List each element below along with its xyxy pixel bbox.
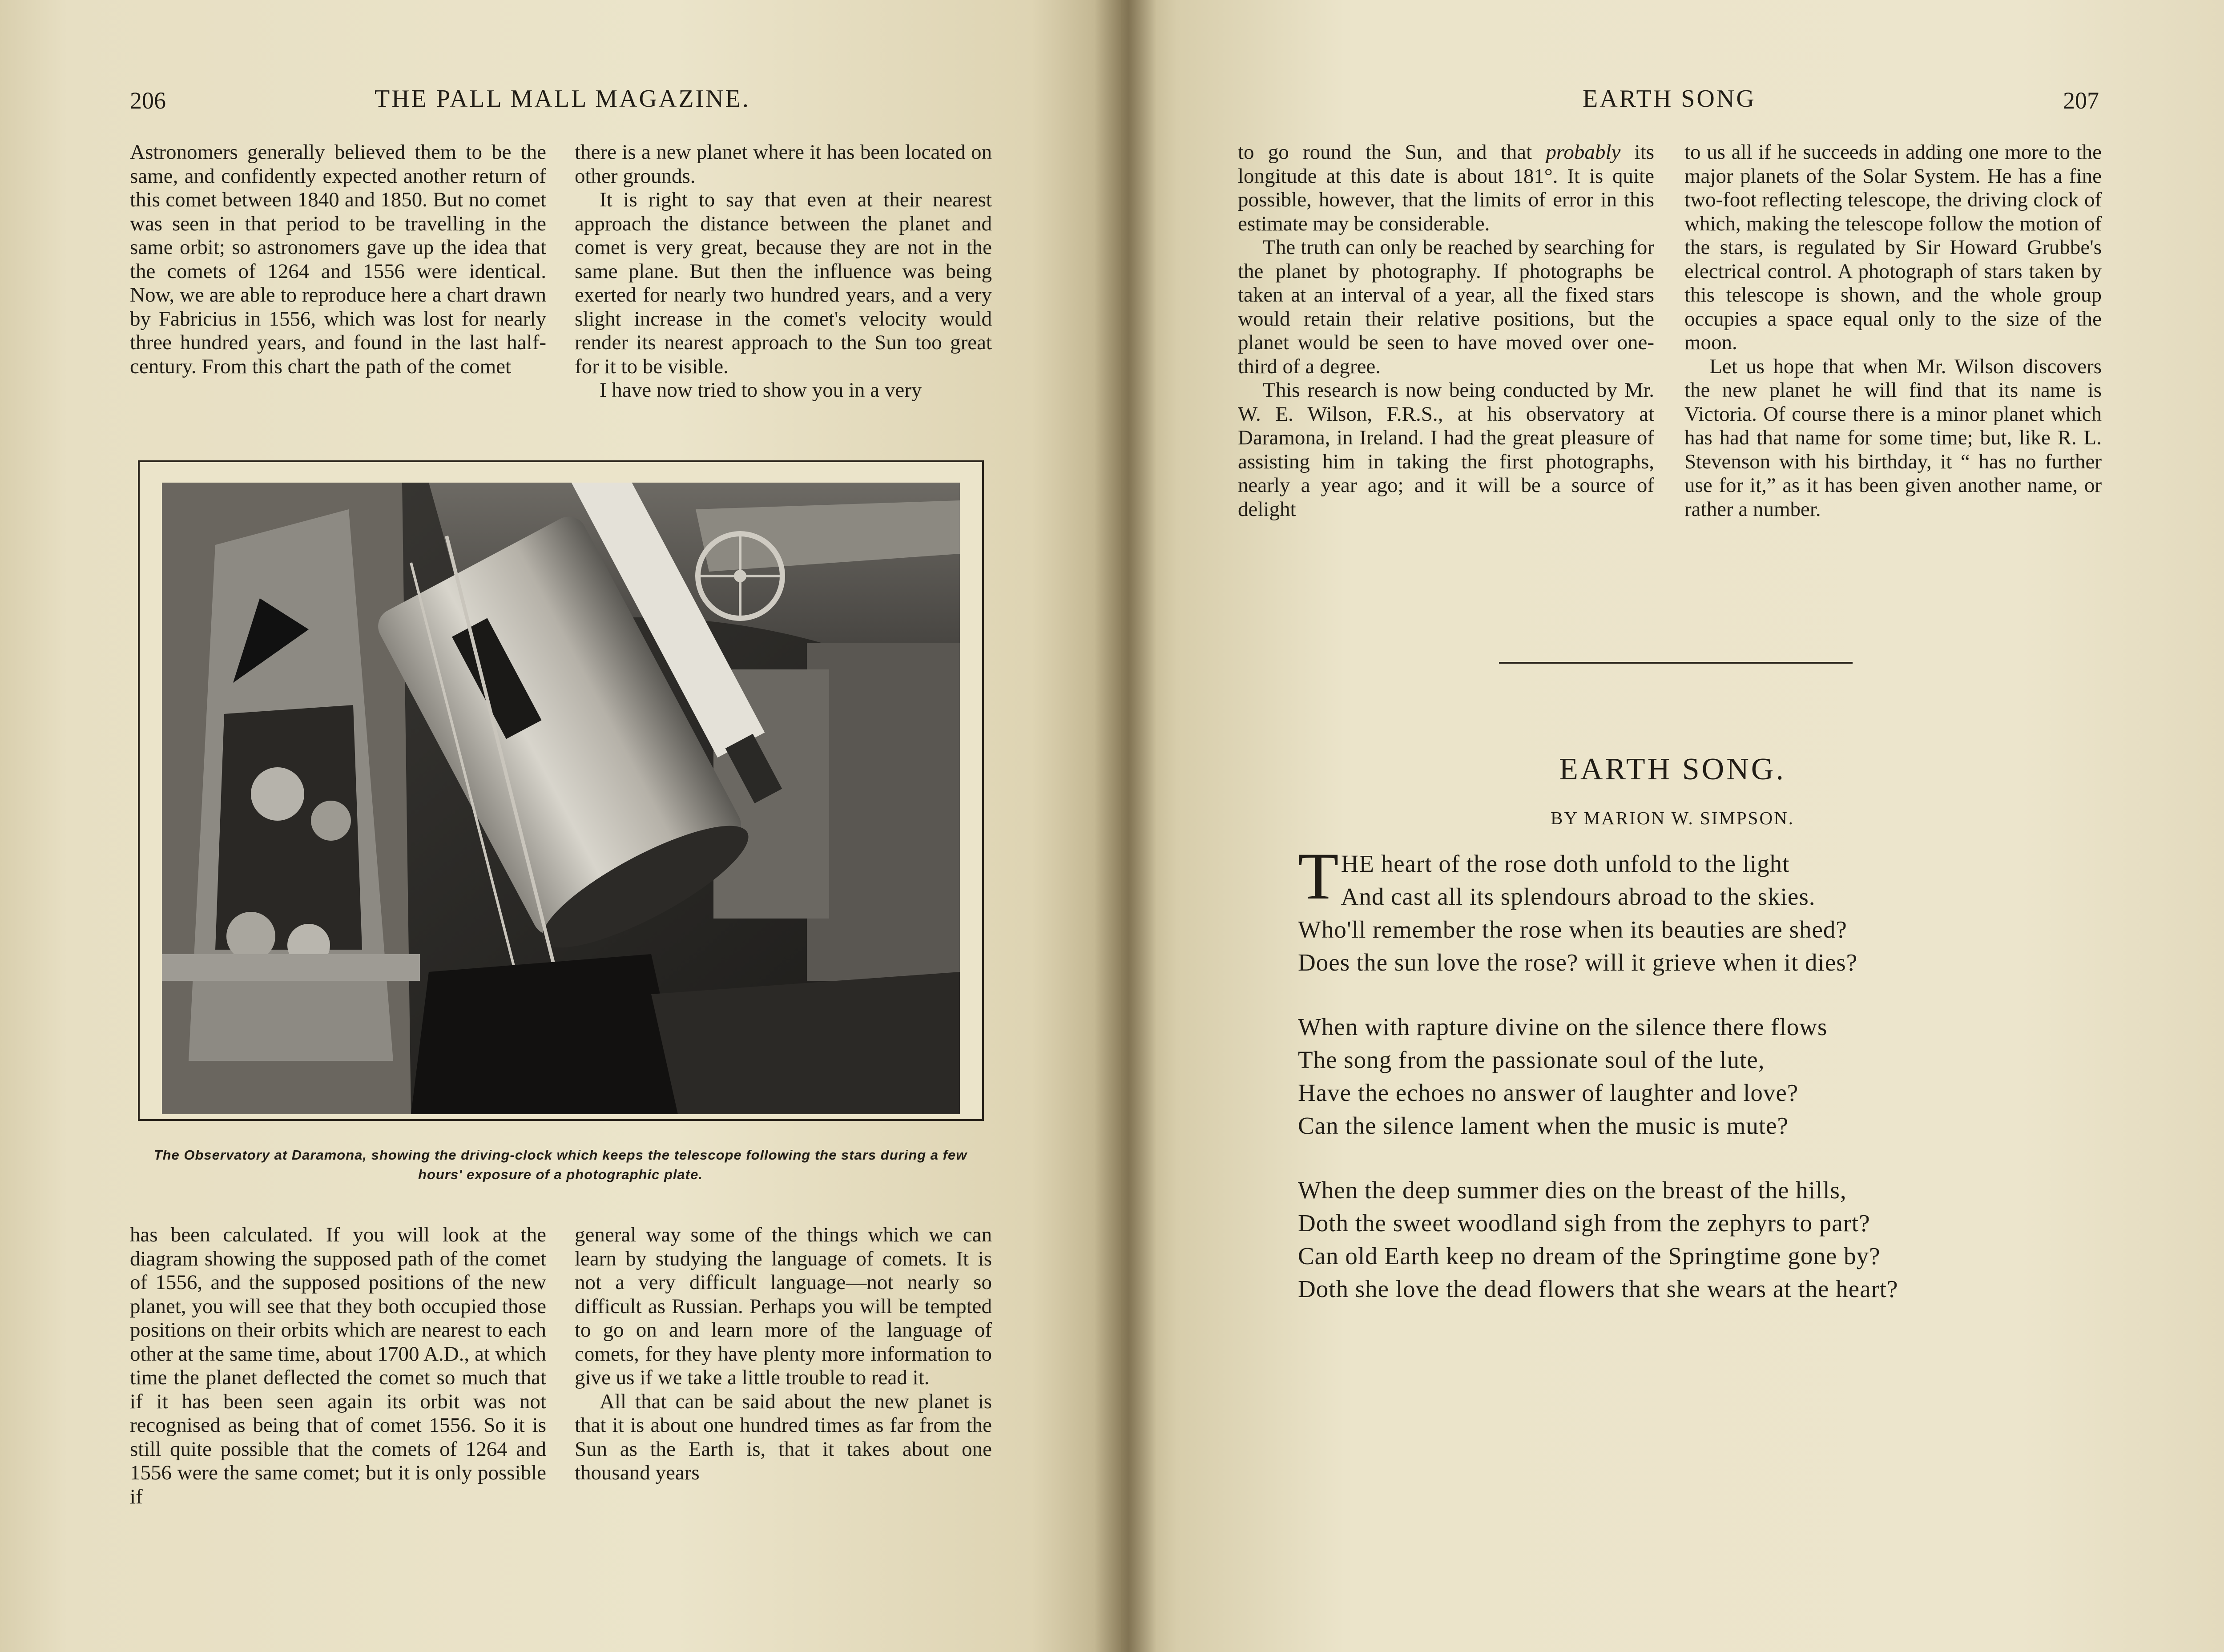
paragraph: to go round the Sun, and that probably its longitude at this date is about 181°. It is quite possible, however, that the limits of error in this estimate may be considerable. (1238, 141, 1654, 235)
poem-line: Who'll remember the rose when its beauties are shed? (1298, 916, 1847, 943)
stanza (1298, 839, 2099, 979)
paragraph: It is right to say that even at their nearest approach the distance between the planet and comet is very great, because they are not in the same plane. But then the influence was being exerted for nearly two hundred years, and a very slight increase in the comet's velocity would render its nearest approach to the Sun too great for it to be visible. (575, 188, 992, 378)
paragraph: I have now tried to show you in a very (600, 379, 922, 402)
poem-line: Does the sun love the rose? will it grieve when it dies? (1298, 949, 1858, 976)
emphasis: probably (1546, 141, 1621, 164)
paragraph: This research is now being conducted by Mr. W. E. Wilson, F.R.S., at his observatory at Daramona, in Ireland. I had the great pleasure of assisting him in taking the first photographs, nearly a year ago; and it will be a source of delight (1238, 379, 1654, 521)
paragraph: Astronomers generally believed them to be the same, and confidently expected another return of this comet between 1840 and 1850. But no comet was seen in that period to be travelling in the same orbit; so astronomers gave up the idea that the comets of 1264 and 1556 were identical. Now, we are able to reproduce here a chart drawn by Fabricius in 1556, which was lost for nearly three hundred years, and found in the last half-century. From this chart the path of the comet (130, 141, 546, 378)
poem-line: When the deep summer dies on the breast of the hills, (1298, 1177, 1847, 1204)
poem-line: Doth the sweet woodland sigh from the zephyrs to part? (1298, 1209, 1870, 1237)
observatory-telescope-photo (162, 483, 960, 1114)
poem-title: EARTH SONG. (1559, 752, 1786, 786)
paragraph: to us all if he succeeds in adding one more to the major planets of the Solar System. He has a fine two-foot reflecting telescope, the driving clock of which, making the telescope follow the motion of the stars, is regulated by Sir Howard Grubbe's electrical control. A photograph of stars taken by this telescope is shown, and the whole group occupies a space equal only to the size of the moon. (1684, 141, 2102, 354)
poem-line: Doth she love the dead flowers that she wears at the heart? (1298, 1275, 1898, 1302)
page-number-right: 207 (2063, 87, 2099, 114)
poem-byline: BY MARION W. SIMPSON. (1551, 808, 1794, 828)
poem-line: Can the silence lament when the music is mute? (1298, 1112, 1789, 1139)
poem-line: Can old Earth keep no dream of the Springtime gone by? (1298, 1242, 1881, 1269)
poem (1298, 839, 2099, 1337)
paragraph: has been calculated. If you will look at the diagram showing the supposed path of the comet of 1556, and the supposed positions of the new planet, you will see that they both occupied those positions on their orbits which are nearest to each other at the same time, about 1700 A.D., at which time the planet deflected the comet so much that if it has been seen again its orbit was not recognised as being that of comet 1556. So it is still quite possible that the comets of 1264 and 1556 were the same comet; but it is only possible if (130, 1223, 546, 1508)
poem-line: Have the echoes no answer of laughter and love? (1298, 1079, 1799, 1106)
paragraph: Let us hope that when Mr. Wilson discovers the new planet he will find that its name is Victoria. Of course there is a minor planet which has had that name for some time; but, like R. L. Stevenson with his birthday, it “ has no further use for it,” as it has been given another name, or rather a number. (1684, 355, 2102, 521)
paragraph: there is a new planet where it has been located on other grounds. (575, 141, 992, 188)
left-col2-bottom (575, 1223, 992, 1485)
running-head-left: THE PALL MALL MAGAZINE. (375, 85, 750, 113)
book-gutter (1094, 0, 1156, 1652)
right-col1 (1238, 141, 1654, 521)
running-head-right: EARTH SONG (1583, 85, 1756, 113)
paragraph: general way some of the things which we can learn by studying the language of comets. It is not a very difficult language—not nearly so difficult as Russian. Perhaps you will be tempted to go on and learn more of the language of comets, for they have plenty more information to give us if we take a little trouble to read it. (575, 1223, 992, 1389)
page-number-left: 206 (130, 87, 166, 114)
left-col1-bottom (130, 1223, 546, 1509)
poem-line: When with rapture divine on the silence there flows (1298, 1013, 1828, 1040)
figure-caption: The Observatory at Daramona, showing the driving-clock which keeps the telescope following the stars during a few hours' exposure of a photographic plate. (153, 1147, 967, 1182)
left-col2-top (575, 141, 992, 403)
paragraph: All that can be said about the new planet is that it is about one hundred times as far from the Sun as the Earth is, that it takes about one thousand years (575, 1390, 992, 1484)
poem-line: HE heart of the rose doth unfold to the light (1341, 850, 1790, 877)
left-col1-top (130, 141, 546, 379)
paragraph: The truth can only be reached by searching for the planet by photography. If photographs be taken at an interval of a year, all the fixed stars would retain their relative positions, but the planet would be seen to have moved over one-third of a degree. (1238, 236, 1654, 378)
stanza (1298, 1011, 2099, 1142)
poem-line: The song from the passionate soul of the lute, (1298, 1046, 1765, 1073)
drop-cap: T (1298, 839, 1339, 913)
stanza (1298, 1174, 2099, 1305)
poem-line: And cast all its splendours abroad to the skies. (1341, 883, 1816, 910)
right-col2 (1684, 141, 2102, 521)
section-divider (1499, 662, 1853, 664)
